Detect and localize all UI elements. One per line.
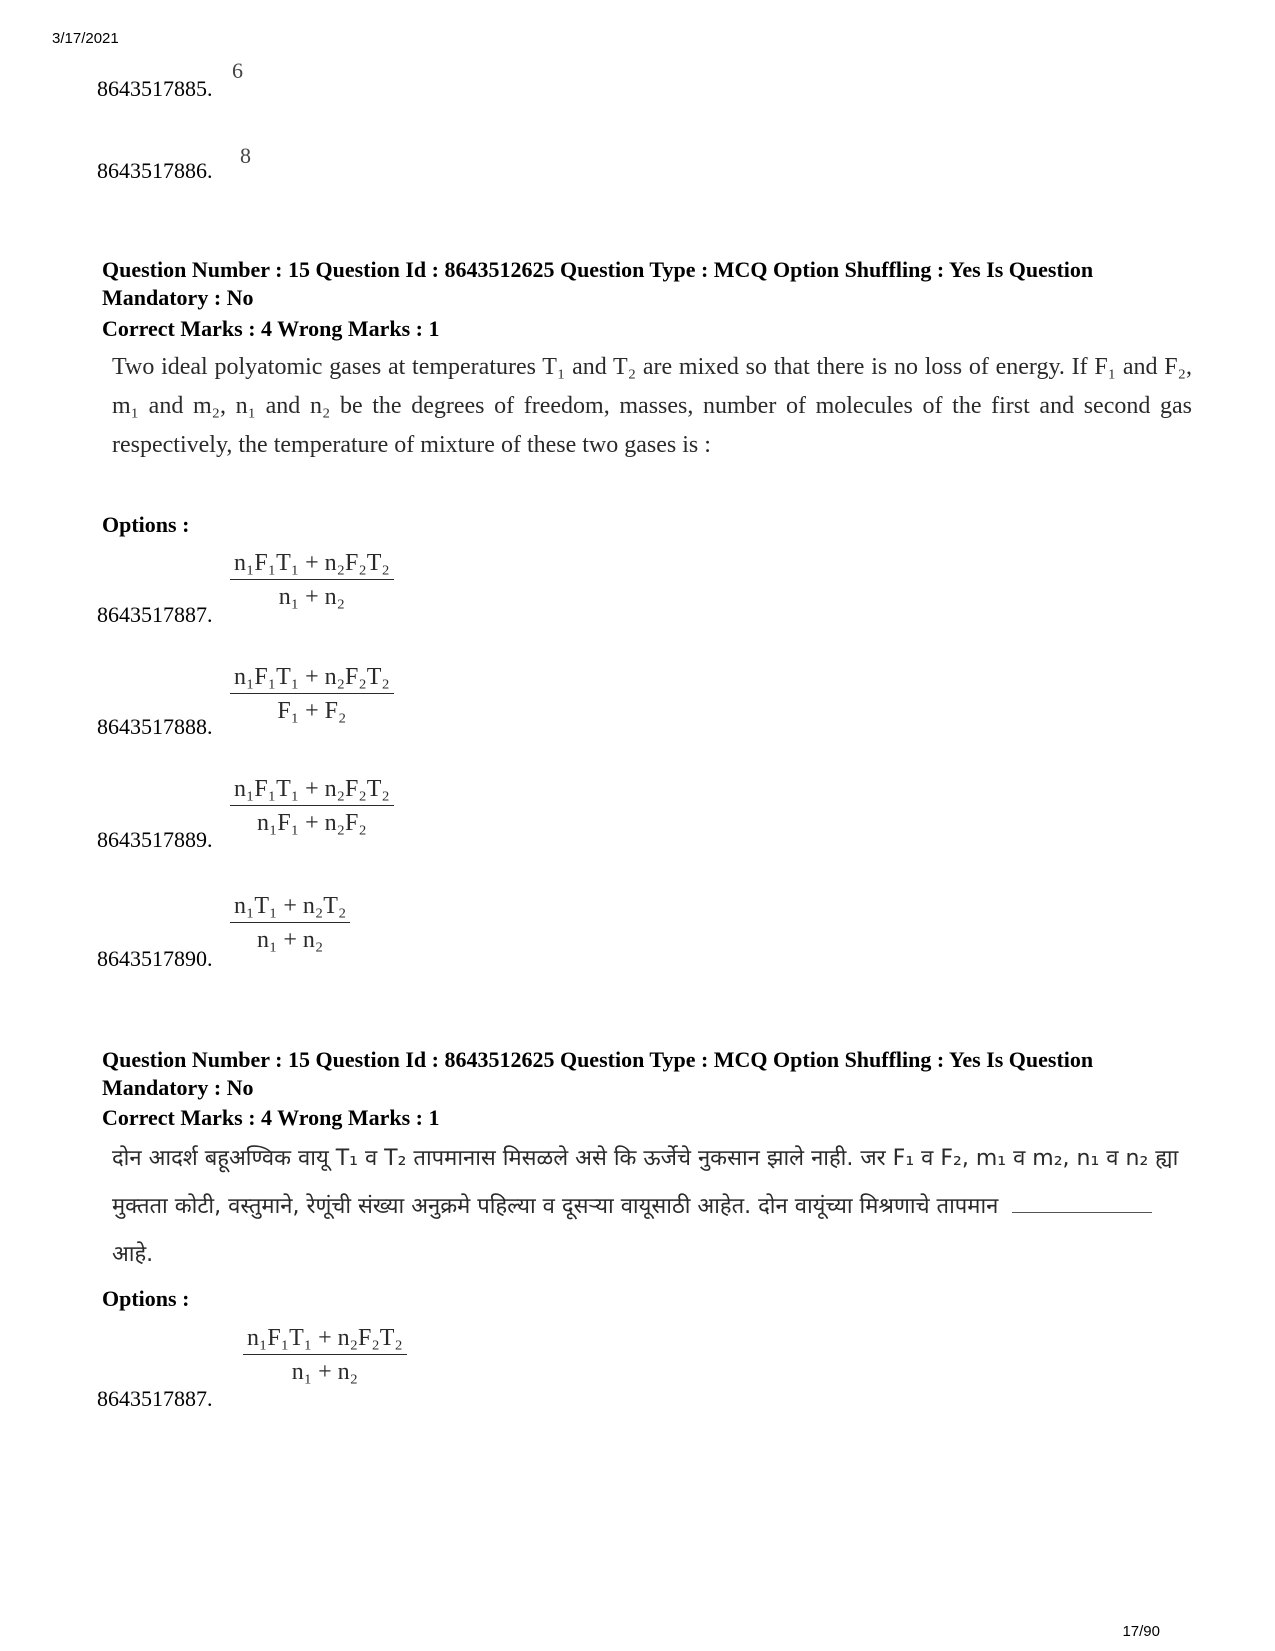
option-id: 8643517890. — [97, 946, 213, 971]
question-text-part: आहे. — [112, 1242, 154, 1267]
formula-numerator: n₁T₁ + n₂T₂ — [230, 893, 350, 923]
question-header: Question Number : 15 Question Id : 8643512625 Question Type : MCQ Option Shuffling : Yes Is Question Mandatory : No — [102, 1047, 1094, 1100]
formula-denominator: n₁ + n₂ — [257, 927, 324, 953]
option-formula — [230, 664, 394, 725]
option-value: 8 — [240, 143, 251, 168]
formula-denominator: n₁ + n₂ — [278, 584, 346, 610]
option-id: 8643517887. — [97, 1386, 213, 1411]
formula-numerator: n₁F₁T₁ + n₂F₂T₂ — [230, 776, 394, 806]
options-label: Options : — [102, 512, 190, 537]
option-id: 8643517887. — [97, 602, 213, 627]
option-formula — [230, 550, 394, 611]
option-formula — [243, 1325, 407, 1386]
option-id: 8643517885. — [97, 76, 213, 101]
print-date: 3/17/2021 — [52, 30, 119, 47]
answer-blank — [1012, 1212, 1152, 1213]
option-formula — [230, 893, 350, 954]
option-id: 8643517889. — [97, 827, 213, 852]
page-number: 17/90 — [1122, 1623, 1160, 1640]
option-value: 6 — [232, 58, 243, 83]
formula-denominator: F₁ + F₂ — [277, 698, 347, 724]
formula-denominator: n₁ + n₂ — [291, 1359, 359, 1385]
option-formula — [230, 776, 394, 837]
question-text-part: दोन आदर्श बहूअण्विक वायू T₁ व T₂ तापमानास मिसळले असे कि ऊर्जेचे नुकसान झाले नाही. जर F₁ व F₂, m₁ व m₂, n₁ व n₂ ह्या मुक्तता कोटी, वस्तुमाने, रेणूंची संख्या अनुक्रमे पहिल्या व दूसऱ्या वायूसाठी आहेत. दोन वायूंच्या मिश्रणाचे तापमान — [112, 1146, 1179, 1219]
option-id: 8643517888. — [97, 714, 213, 739]
question-header: Question Number : 15 Question Id : 8643512625 Question Type : MCQ Option Shuffling : Yes Is Question Mandatory : No — [102, 257, 1094, 310]
formula-numerator: n₁F₁T₁ + n₂F₂T₂ — [230, 550, 394, 580]
formula-numerator: n₁F₁T₁ + n₂F₂T₂ — [230, 664, 394, 694]
option-id: 8643517886. — [97, 158, 213, 183]
options-label: Options : — [102, 1286, 190, 1311]
formula-numerator: n₁F₁T₁ + n₂F₂T₂ — [243, 1325, 407, 1355]
formula-denominator: n₁F₁ + n₂F₂ — [257, 810, 367, 836]
question-marks: Correct Marks : 4 Wrong Marks : 1 — [102, 1105, 440, 1130]
question-marks: Correct Marks : 4 Wrong Marks : 1 — [102, 316, 440, 341]
question-text-marathi — [112, 1135, 1192, 1279]
question-text: Two ideal polyatomic gases at temperatures T₁ and T₂ are mixed so that there is no loss of energy. If F₁ and F₂, m₁ and m₂, n₁ and n₂ be the degrees of freedom, masses, number of molecules of the first and second gas respectively, the temperature of mixture of these two gases is : — [112, 354, 1192, 458]
